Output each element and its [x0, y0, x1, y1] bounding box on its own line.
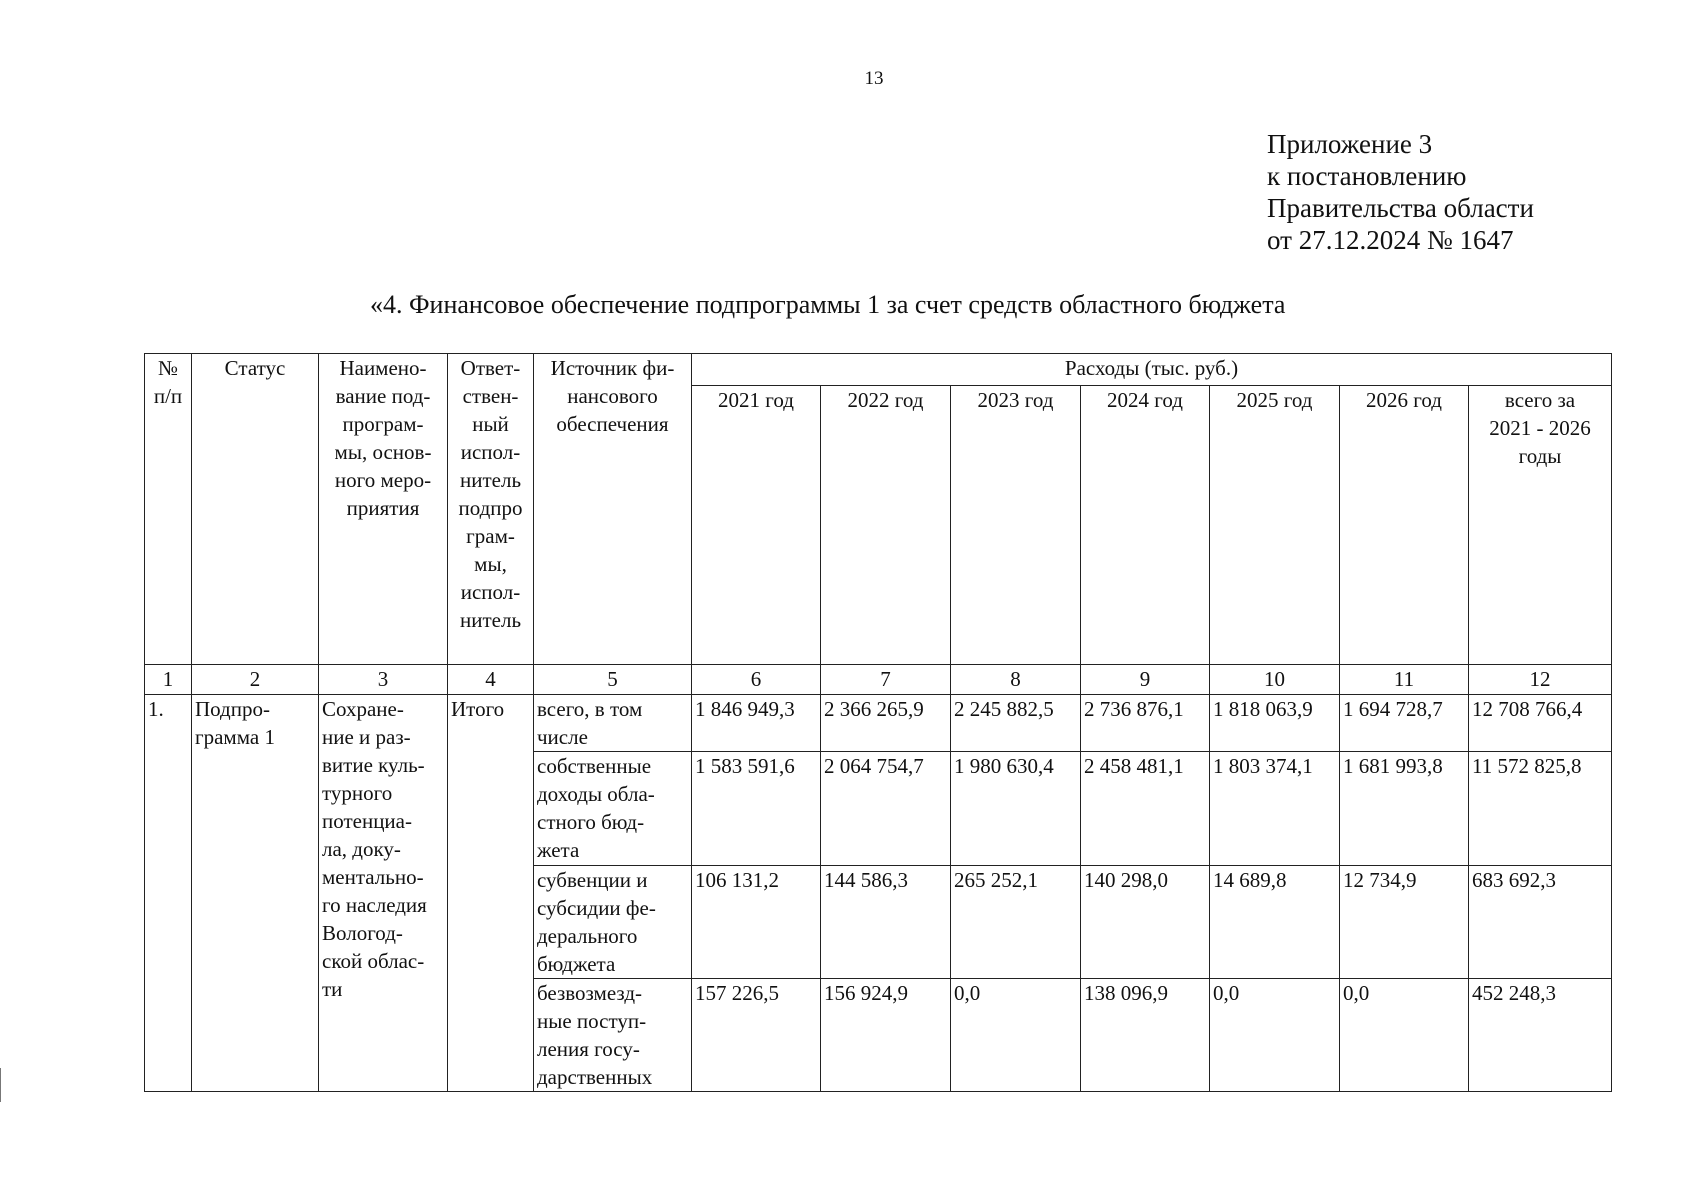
value-cell: 106 131,2	[692, 866, 821, 979]
column-numbers-row	[145, 665, 1612, 695]
value-cell: 12 734,9	[1340, 866, 1469, 979]
value-cell: 0,0	[1210, 979, 1340, 1092]
value-cell: 2 458 481,1	[1081, 752, 1210, 866]
value-cell: 683 692,3	[1469, 866, 1612, 979]
column-number: 11	[1340, 665, 1469, 695]
appendix-line: Правительства области	[1267, 193, 1534, 223]
column-number: 8	[951, 665, 1081, 695]
value-cell: 11 572 825,8	[1469, 752, 1612, 866]
appendix-line: от 27.12.2024 № 1647	[1267, 225, 1514, 255]
value-cell: 0,0	[1340, 979, 1469, 1092]
header-expenses: Расходы (тыс. руб.)	[692, 354, 1612, 386]
header-year: 2021 год	[692, 386, 821, 665]
row-num: 1.	[145, 695, 192, 1092]
source-label: субвенции и субсидии фе- дерального бюджета	[534, 866, 692, 979]
value-cell: 1 980 630,4	[951, 752, 1081, 866]
appendix-line: к постановлению	[1267, 161, 1467, 191]
value-cell: 1 694 728,7	[1340, 695, 1469, 752]
header-total: всего за 2021 - 2026 годы	[1469, 386, 1612, 665]
value-cell: 1 818 063,9	[1210, 695, 1340, 752]
value-cell: 1 583 591,6	[692, 752, 821, 866]
column-number: 6	[692, 665, 821, 695]
value-cell: 452 248,3	[1469, 979, 1612, 1092]
header-num: № п/п	[145, 354, 192, 665]
document-title: «4. Финансовое обеспечение подпрограммы 1 за счет средств областного бюджета	[370, 290, 1286, 319]
value-cell: 2 736 876,1	[1081, 695, 1210, 752]
value-cell: 138 096,9	[1081, 979, 1210, 1092]
row-status: Подпро- грамма 1	[192, 695, 319, 1092]
row-name: Сохране- ние и раз- витие куль- турного потенциа- ла, доку- ментально- го наследия Вологод- ской облас- ти	[319, 695, 448, 1092]
table-row	[145, 695, 1612, 752]
appendix-block	[1267, 128, 1534, 256]
header-year: 2022 год	[821, 386, 951, 665]
value-cell: 265 252,1	[951, 866, 1081, 979]
header-year: 2024 год	[1081, 386, 1210, 665]
source-label: безвозмезд- ные поступ- ления госу- дарственных	[534, 979, 692, 1092]
value-cell: 157 226,5	[692, 979, 821, 1092]
column-number: 12	[1469, 665, 1612, 695]
column-number: 10	[1210, 665, 1340, 695]
column-number: 7	[821, 665, 951, 695]
value-cell: 2 366 265,9	[821, 695, 951, 752]
value-cell: 2 064 754,7	[821, 752, 951, 866]
column-number: 5	[534, 665, 692, 695]
value-cell: 1 681 993,8	[1340, 752, 1469, 866]
value-cell: 14 689,8	[1210, 866, 1340, 979]
column-number: 3	[319, 665, 448, 695]
value-cell: 144 586,3	[821, 866, 951, 979]
header-year: 2023 год	[951, 386, 1081, 665]
column-number: 1	[145, 665, 192, 695]
value-cell: 0,0	[951, 979, 1081, 1092]
header-source: Источник фи- нансового обеспечения	[534, 354, 692, 665]
value-cell: 140 298,0	[1081, 866, 1210, 979]
source-label: всего, в том числе	[534, 695, 692, 752]
page-number: 13	[864, 68, 884, 89]
row-executor: Итого	[448, 695, 534, 1092]
column-number: 4	[448, 665, 534, 695]
column-number: 9	[1081, 665, 1210, 695]
value-cell: 12 708 766,4	[1469, 695, 1612, 752]
value-cell: 2 245 882,5	[951, 695, 1081, 752]
header-year: 2025 год	[1210, 386, 1340, 665]
scan-edge-mark	[0, 1068, 5, 1102]
source-label: собственные доходы обла- стного бюд- жета	[534, 752, 692, 866]
appendix-line: Приложение 3	[1267, 129, 1433, 159]
header-row	[145, 354, 1612, 386]
financing-table	[144, 353, 1612, 1092]
value-cell: 1 846 949,3	[692, 695, 821, 752]
header-executor: Ответ- ствен- ный испол- нитель подпро грам- мы, испол- нитель	[448, 354, 534, 665]
header-name: Наимено- вание под- програм- мы, основ- ного меро- приятия	[319, 354, 448, 665]
value-cell: 1 803 374,1	[1210, 752, 1340, 866]
column-number: 2	[192, 665, 319, 695]
header-year: 2026 год	[1340, 386, 1469, 665]
header-status: Статус	[192, 354, 319, 665]
value-cell: 156 924,9	[821, 979, 951, 1092]
